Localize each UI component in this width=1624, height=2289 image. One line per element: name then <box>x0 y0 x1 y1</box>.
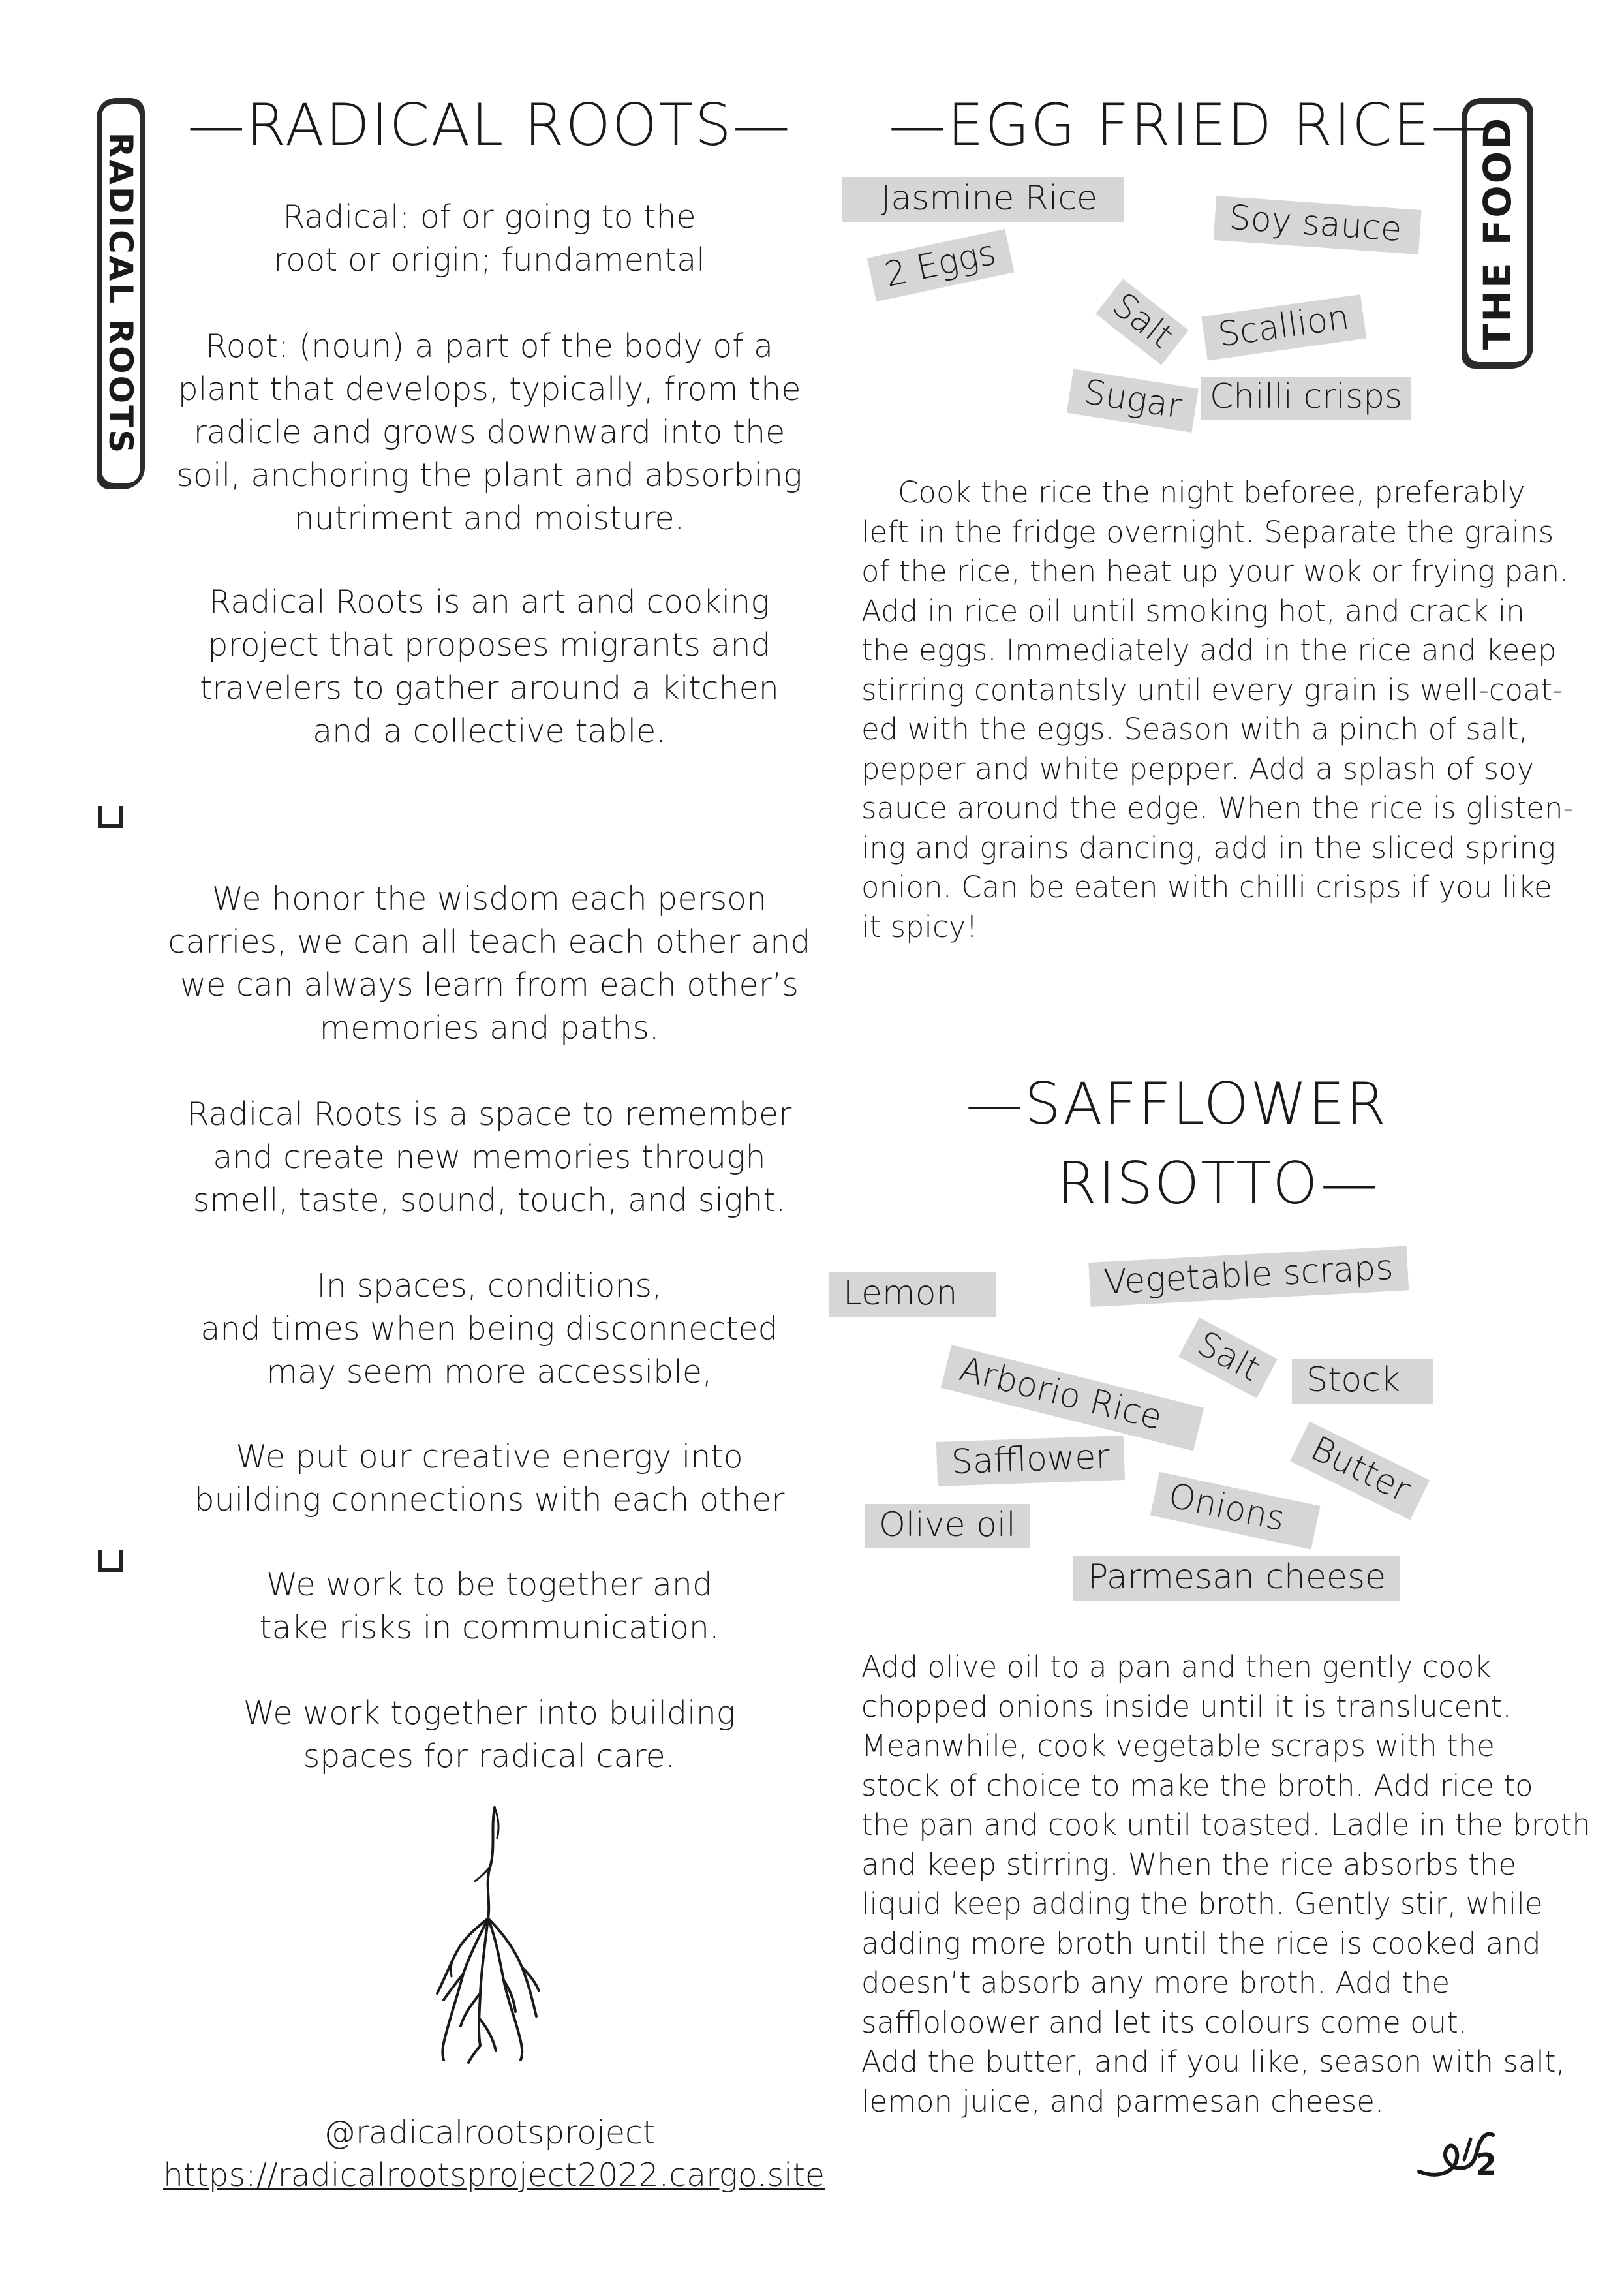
root-illustration <box>418 1804 561 2065</box>
egg-fried-rice-title: —EGG FRIED RICE— <box>889 91 1490 159</box>
safflower-risotto-title-line-2: RISOTTO— <box>1057 1150 1379 1217</box>
ingredient-tag: Arborio Rice <box>941 1345 1204 1451</box>
value-spaces: In spaces, conditions, and times when being disconnected may seem more accessible, <box>200 1267 778 1390</box>
ingredient-tag: Stock <box>1292 1359 1433 1404</box>
side-label-text: THE FOOD <box>1475 115 1520 350</box>
bracket-mark-top <box>98 806 123 828</box>
value-radical-care: We work together into building spaces for radical care. <box>243 1695 736 1775</box>
bracket-mark-bottom <box>98 1550 123 1572</box>
ingredient-tag: Butter <box>1290 1421 1430 1520</box>
ingredient-tag: Scallion <box>1201 294 1366 361</box>
value-creative-energy: We put our creative energy into building connections with each other <box>194 1438 785 1518</box>
value-wisdom: We honor the wisdom each person carries, we can all teach each other and we can always learn from each other’s memories and paths. <box>168 880 811 1047</box>
safflower-risotto-method: Add olive oil to a pan and then gently cook chopped onions inside until it is translucent. Meanwhile, cook vegetable scraps with the stock of choice to make the broth. Add rice to the pan and cook until toasted. Ladle in the broth and keep stirring. When the rice absorbs the liquid keep adding the broth. Gently stir, while adding more broth until the rice is cooked and doesn’t absorb any more broth. Add the saffloloower and let its colours come out. Add the butter, and if you like, season with salt, lemon juice, and parmesan cheese. <box>861 1650 1591 2119</box>
value-together: We work to be together and take risks in communication. <box>259 1566 720 1646</box>
ingredient-tag: Lemon <box>829 1272 996 1317</box>
ingredient-tag: Olive oil <box>865 1504 1030 1548</box>
ingredient-tag: Jasmine Rice <box>842 177 1124 222</box>
ingredient-tag: Soy sauce <box>1214 196 1422 254</box>
instagram-handle: @radicalrootsproject <box>323 2114 656 2151</box>
egg-fried-rice-method: Cook the rice the night beforee, preferably left in the fridge overnight. Separate the grains of the rice, then heat up your wok or frying pan. Add in rice oil until smoking hot, and crack in the eggs. Immediately add in the rice and keep stirring contantsly until every grain is well-coat- ed with the eggs. Season with a pinch of salt, pepper and white pepper. Add a splash of soy sauce around the edge. When the rice is glisten- ing and grains dancing, add in the sliced spring onion. Can be eaten with chilli crisps if you like it spicy! <box>861 475 1574 944</box>
value-remember: Radical Roots is a space to remember and create new memories through smell, taste, sound, touch, and sight. <box>187 1096 792 1219</box>
ingredient-tag: Safflower <box>936 1436 1125 1486</box>
project-description: Radical Roots is an art and cooking project that proposes migrants and travelers to gather around a kitchen and a collective table. <box>200 583 779 750</box>
radical-roots-title: —RADICAL ROOTS— <box>187 91 791 159</box>
ingredient-tag: Vegetable scraps <box>1088 1246 1409 1307</box>
side-label-text: RADICAL ROOTS <box>102 132 140 455</box>
definition-radical: Radical: of or going to the root or origin; fundamental <box>273 198 705 279</box>
ingredient-tag: 2 Eggs <box>867 229 1014 301</box>
safflower-risotto-title-line-1: —SAFFLOWER <box>966 1070 1387 1137</box>
side-label-radical-roots <box>97 98 145 489</box>
project-website-link[interactable]: https://radicalrootsproject2022.cargo.site <box>163 2157 825 2194</box>
page-number: 2 <box>1476 2147 1497 2182</box>
definition-root: Root: (noun) a part of the body of a plant that develops, typically, from the radicle and grows downward into the soil, anchoring the plant and absorbing nutriment and moisture. <box>176 328 803 537</box>
ingredient-tag: Parmesan cheese <box>1073 1556 1400 1601</box>
ingredient-tag: Onions <box>1150 1472 1321 1550</box>
ingredient-tag: Sugar <box>1067 369 1199 433</box>
ingredient-tag: Chilli crisps <box>1201 377 1411 420</box>
ingredient-tag: Salt <box>1178 1317 1278 1398</box>
ingredient-tag: Salt <box>1095 279 1189 365</box>
